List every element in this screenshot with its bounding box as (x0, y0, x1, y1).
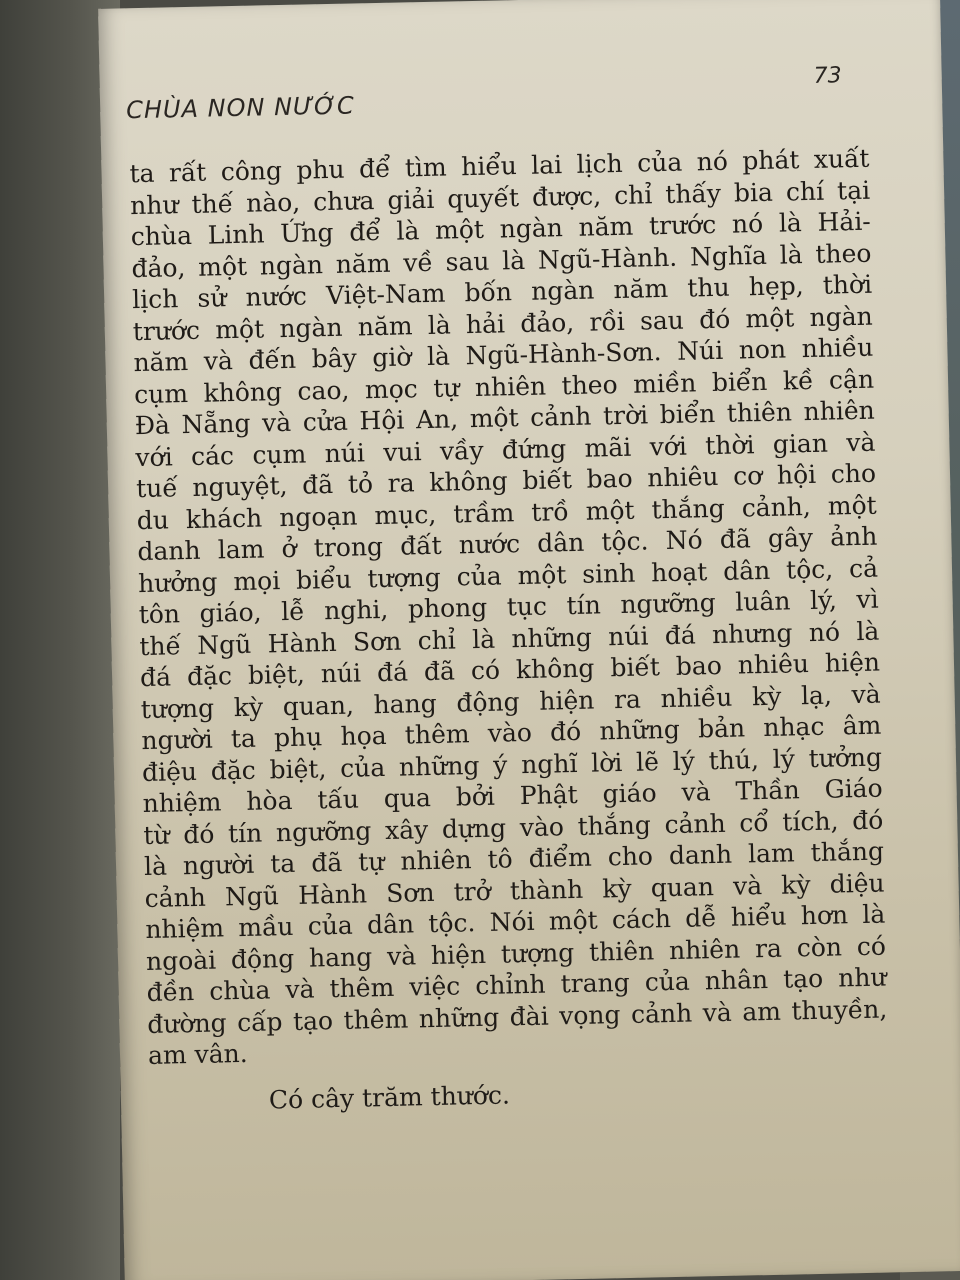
text-line: là người ta đã tự nhiên tô điểm cho danh lam thắng (143, 836, 885, 882)
text-line: thế Ngũ Hành Sơn chỉ là những núi đá nhưng nó là (139, 616, 880, 661)
text-line: lịch sử nước Việt-Nam bốn ngàn năm thu hẹp, thời (131, 269, 873, 315)
text-line: danh lam ở trong đất nước dân tộc. Nó đã gây ảnh (137, 521, 878, 567)
text-line: tuế nguyệt, đã tỏ ra không biết bao nhiêu cơ hội cho (135, 458, 877, 504)
book-page (98, 0, 960, 1280)
text-line: hưởng mọi biểu tượng của một sinh hoạt dân tộc, cả (137, 553, 879, 598)
body-paragraph (129, 143, 888, 1072)
running-title: CHÙA NON NƯỚC (125, 91, 356, 125)
text-line: cụm không cao, mọc tự nhiên theo miền biển kề cận (133, 364, 875, 409)
text-line: du khách ngoạn mục, trầm trồ một thắng cảnh, một (136, 490, 877, 535)
text-line: với các cụm núi vui vầy đứng mãi với thời gian và (135, 427, 876, 472)
text-line: từ đó tín ngưỡng xây dựng vào thắng cảnh cổ tích, đó (143, 805, 884, 850)
text-line: chùa Linh Ứng để là một ngàn năm trước nó là Hải- (130, 206, 872, 252)
text-line: như thế nào, chưa giải quyết được, chỉ thấy bia chí tại (129, 175, 871, 220)
page-number: 73 (813, 63, 842, 89)
text-line: đảo, một ngàn năm về sau là Ngũ-Hành. Nghĩa là theo (131, 238, 872, 283)
text-line: đường cấp tạo thêm những đài vọng cảnh và am thuyền, (147, 994, 888, 1039)
closing-line: Có cây trăm thước. (268, 1080, 511, 1115)
text-line: trước một ngàn năm là hải đảo, rồi sau đó một ngàn (132, 301, 873, 346)
text-line: ta rất công phu để tìm hiểu lai lịch của nó phát xuất (129, 143, 870, 189)
text-line: năm và đến bây giờ là Ngũ-Hành-Sơn. Núi non nhiều (133, 332, 874, 378)
text-line: ngoài động hang và hiện tượng thiên nhiên ra còn có (145, 931, 887, 976)
text-line: đền chùa và thêm việc chỉnh trang của nhân tạo như (146, 962, 887, 1008)
text-line: tôn giáo, lễ nghi, phong tục tín ngưỡng luân lý, vì (138, 584, 879, 630)
text-line: tượng kỳ quan, hang động hiện ra nhiều kỳ lạ, và (140, 679, 881, 724)
text-line: điệu đặc biệt, của những ý nghĩ lời lẽ lý thú, lý tưởng (141, 742, 883, 787)
text-line: cảnh Ngũ Hành Sơn trở thành kỳ quan và kỳ diệu (144, 868, 885, 913)
text-line: nhiệm mầu của dân tộc. Nói một cách dễ hiểu hơn là (145, 899, 886, 945)
text-line: người ta phụ họa thêm vào đó những bản nhạc âm (141, 710, 882, 756)
text-line: đá đặc biệt, núi đá đã có không biết bao nhiêu hiện (139, 647, 881, 693)
text-line: nhiệm hòa tấu qua bởi Phật giáo và Thần Giáo (142, 773, 883, 819)
text-line: am vân. (147, 1038, 248, 1070)
text-line: Đà Nẵng và cửa Hội An, một cảnh trời biển thiên nhiên (134, 395, 875, 441)
